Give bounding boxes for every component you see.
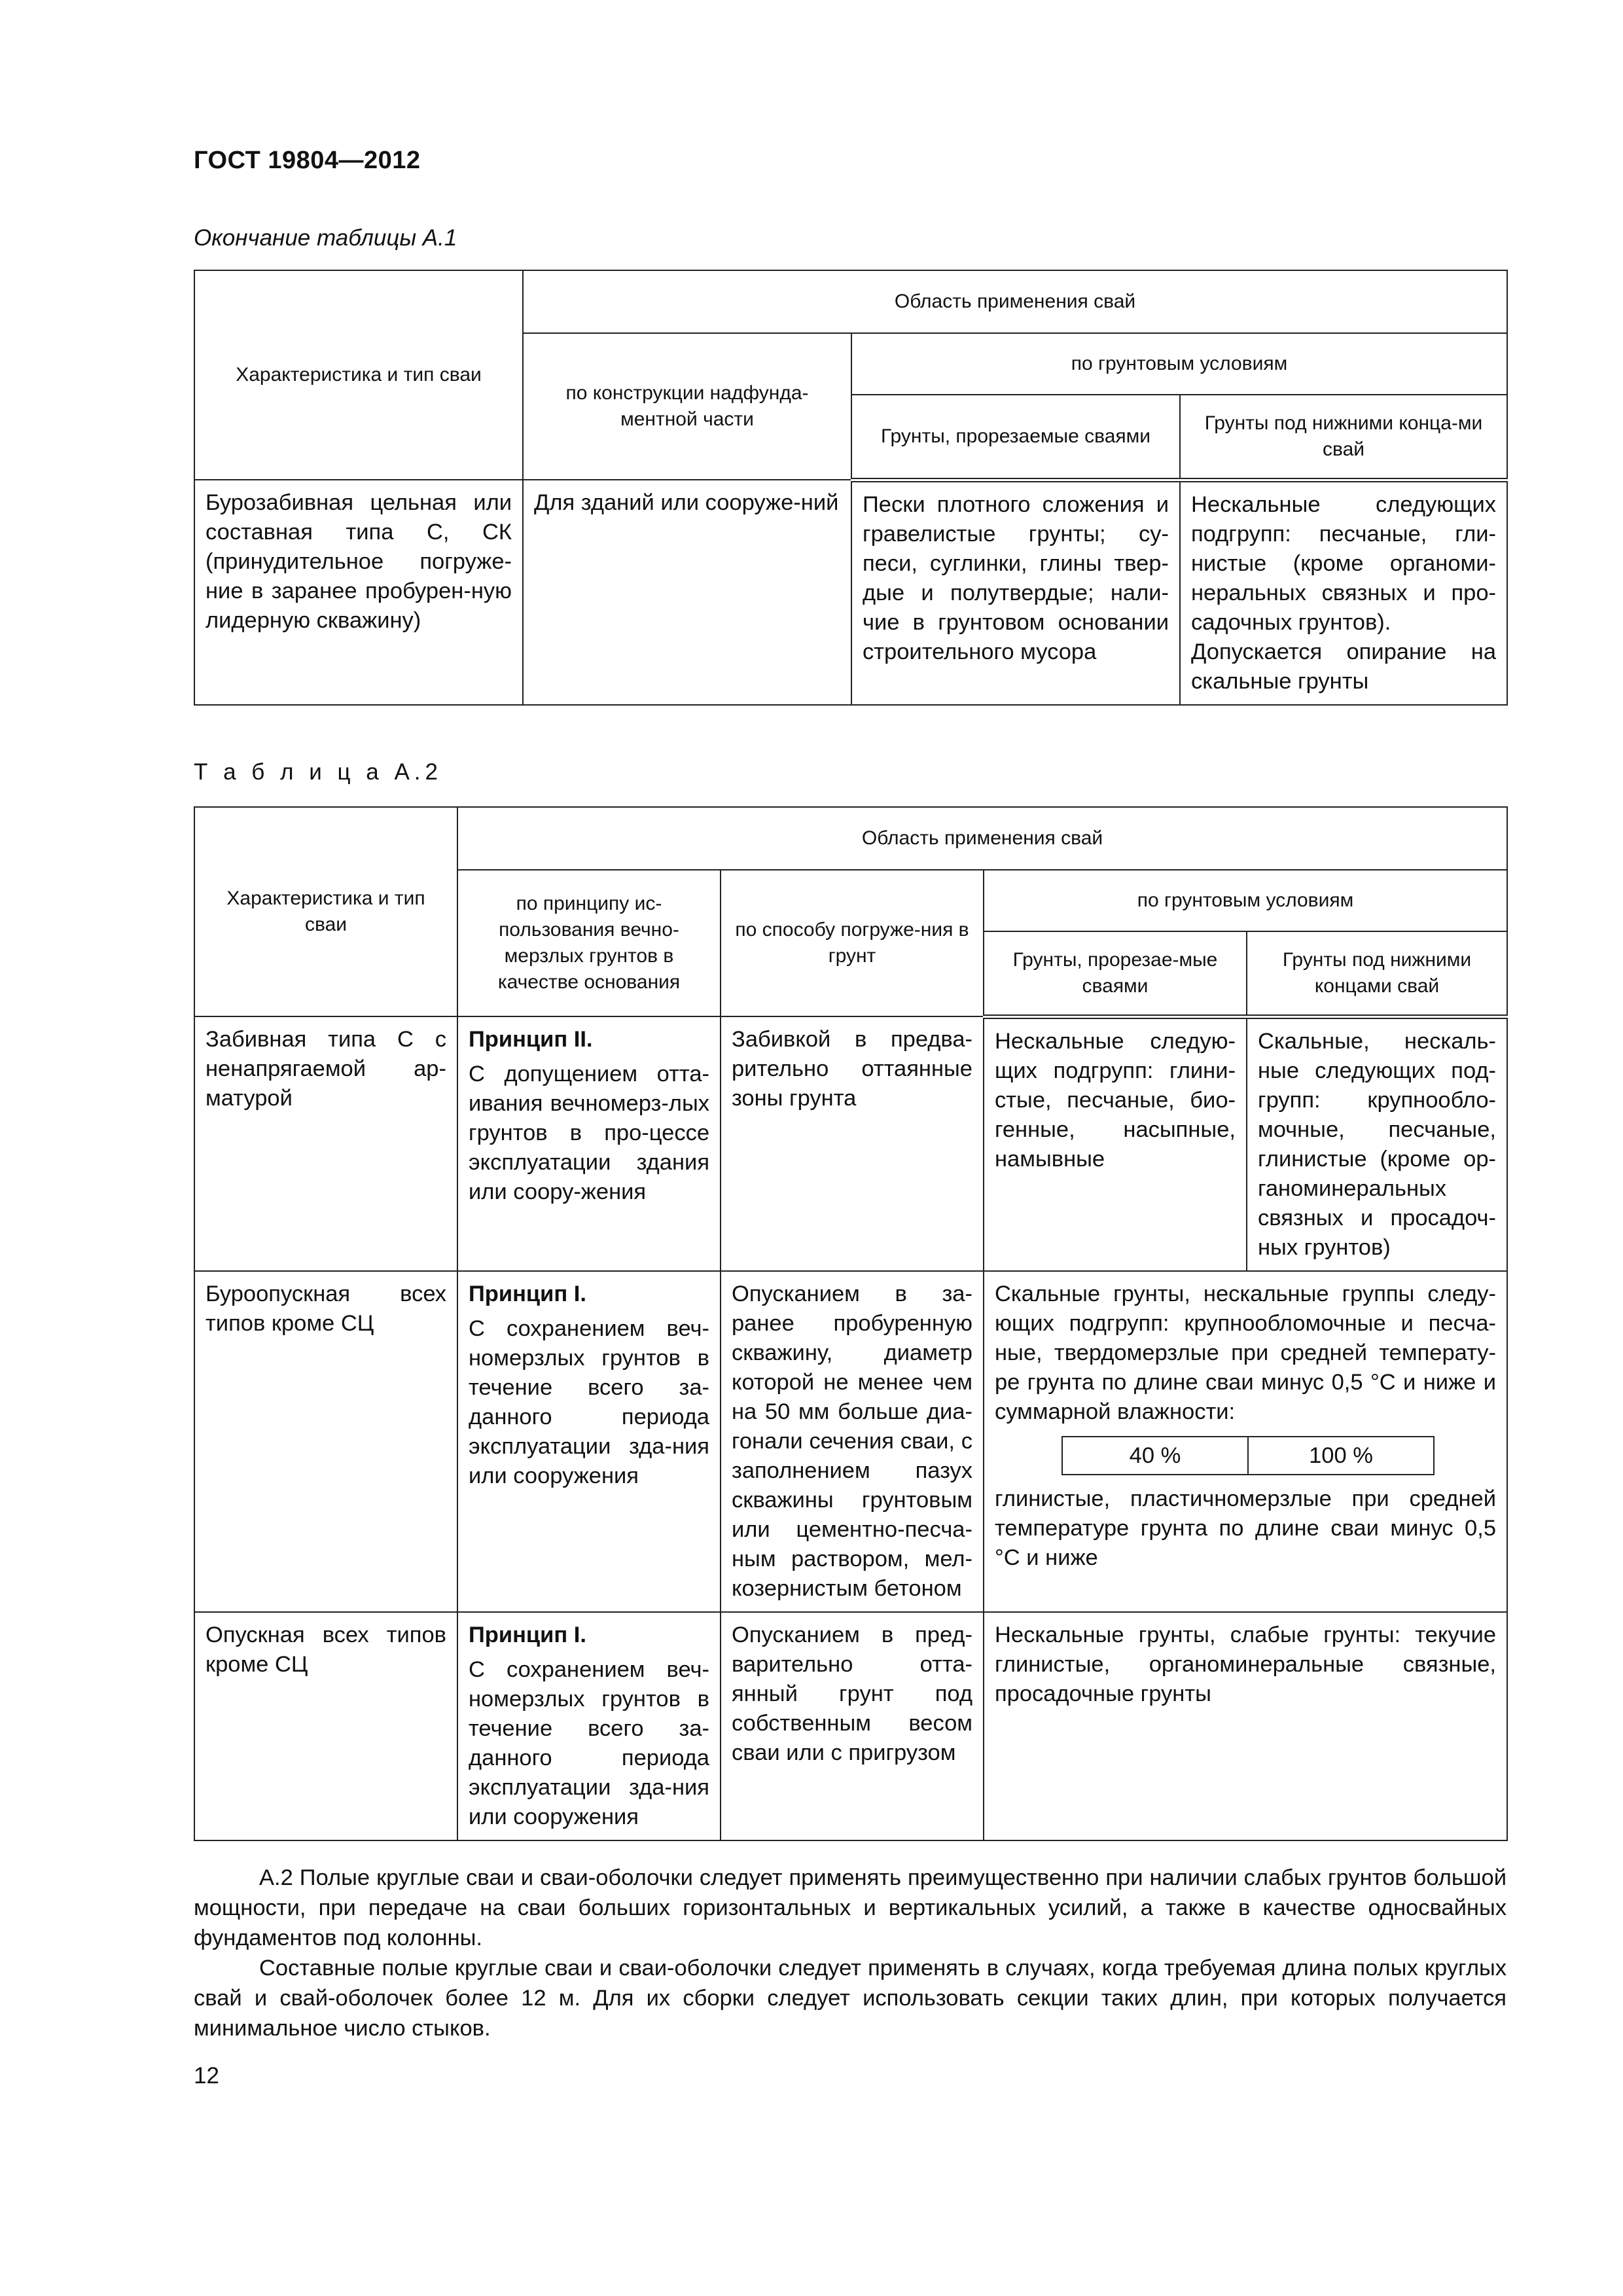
table2-caption: Т а б л и ц а А.2 [194,759,442,785]
t2-r2-principle-text: С сохранением веч-номерзлых грунтов в течение всего за-данного периода эксплуатации зда-ния или сооружения [469,1316,709,1488]
t2-head-characteristic: Характеристика и тип сваи [194,807,457,1016]
t1-head-soil-cut: Грунты, прорезаемые сваями [851,395,1180,480]
t2-r1-method: Забивкой в предва-рительно оттаянные зоны грунта [721,1016,984,1271]
moisture-value-2: 100 % [1248,1437,1434,1475]
paragraph-composite: Составные полые круглые сваи и сваи-оболочки следует применять в случаях, когда требуемая длина полых круглых свай и свай-оболочек более 12 м. Для их сборки следует использовать секции таких длин, при которых получается минимальное число стыков. [194,1956,1507,2041]
page-number: 12 [194,2063,219,2089]
t1-head-soil: по грунтовым условиям [851,333,1507,395]
t1-r1-soil-bottom-2: Допускается опирание на скальные грунты [1191,639,1497,694]
table1-caption: Окончание таблицы А.1 [194,225,457,251]
t2-head-area: Область применения свай [457,807,1507,870]
table-a2 [194,806,1508,1841]
t2-r3-principle-title: Принцип I. [469,1622,586,1647]
t2-r1-soil-bottom: Скальные, нескаль-ные следующих под-групп: крупнообло-мочные, песчаные, глинистые (кроме ор-ганоминеральных связных и просадоч-ных грунтов) [1247,1016,1507,1271]
t1-r1-soil-bottom-1: Нескальные следующих подгрупп: песчаные, гли-нистые (кроме органоми-неральных связных и про-садочных грунтов). [1191,492,1497,635]
t1-head-characteristic: Характеристика и тип сваи [194,270,523,480]
table-row [194,1612,1507,1840]
t1-r1-soil-bottom [1180,480,1507,705]
t2-r1-type: Забивная типа С с ненапрягаемой ар-матурой [194,1016,457,1271]
t2-r2-principle-title: Принцип I. [469,1281,586,1306]
t2-head-method: по способу погруже-ния в грунт [721,870,984,1016]
t1-head-soil-bottom: Грунты под нижними конца-ми свай [1180,395,1507,480]
t2-r3-principle [457,1612,721,1840]
paragraph-a2: А.2 Полые круглые сваи и сваи-оболочки следует применять преимущественно при наличии слабых грунтов большой мощности, при передаче на сваи больших горизонтальных и вертикальных усилий, а также в качестве односвайных фундаментов под колонны. [194,1865,1507,1950]
table-row [194,480,1507,705]
t2-r1-principle-title: Принцип II. [469,1027,593,1052]
t2-r3-principle-text: С сохранением веч-номерзлых грунтов в течение всего за-данного периода эксплуатации зда-ния или сооружения [469,1657,709,1829]
t1-r1-construction: Для зданий или сооруже-ний [523,480,851,705]
t2-r1-soil-cut: Нескальные следую-щих подгрупп: глини-стые, песчаные, био-генные, насыпные, намывные [984,1016,1247,1271]
t1-head-construction: по конструкции надфунда-ментной части [523,333,851,480]
table-row [194,1016,1507,1271]
t2-r3-soil: Нескальные грунты, слабые грунты: текучие глинистые, органоминеральные связные, просадочные грунты [984,1612,1507,1840]
body-text [194,1863,1507,2043]
t2-r2-soil-text-1: Скальные грунты, нескальные группы следу-ющих подгрупп: крупнообломочные и песча-ные, твердомерзлые при средней температу-ре грунта по длине сваи минус 0,5 °С и ниже и суммарной влажности: [995,1281,1497,1424]
t2-r2-type: Буроопускная всех типов кроме СЦ [194,1271,457,1612]
table-row [194,1271,1507,1612]
t2-head-soil-bottom: Грунты под нижними концами свай [1247,931,1507,1016]
table-a1-end [194,270,1508,706]
t2-head-soil: по грунтовым условиям [984,870,1507,931]
t1-head-area: Область применения свай [523,270,1507,333]
document-code: ГОСТ 19804—2012 [194,147,421,174]
t2-r2-soil [984,1271,1507,1612]
t2-r1-principle [457,1016,721,1271]
t2-r2-principle [457,1271,721,1612]
t2-r3-method: Опусканием в пред-варительно отта-янный грунт под собственным весом сваи или с пригрузом [721,1612,984,1840]
t2-r1-principle-text: С допущением отта-ивания вечномерз-лых грунтов в про-цессе эксплуатации здания или соору-жения [469,1062,709,1204]
t1-r1-soil-cut: Пески плотного сложения и гравелистые грунты; су-песи, суглинки, глины твер-дые и полутвердые; нали-чие в грунтовом основании строительного мусора [851,480,1180,705]
t2-head-soil-cut: Грунты, прорезае-мые сваями [984,931,1247,1016]
moisture-value-1: 40 % [1062,1437,1248,1475]
t2-r3-type: Опускная всех типов кроме СЦ [194,1612,457,1840]
t1-r1-type: Бурозабивная цельная или составная типа С, СК (принудительное погруже-ние в заранее пробурен-ную лидерную скважину) [194,480,523,705]
t2-head-principle: по принципу ис-пользования вечно-мерзлых грунтов в качестве основания [457,870,721,1016]
t2-r2-method: Опусканием в за-ранее пробуренную скважину, диаметр которой не менее чем на 50 мм больше диа-гонали сечения сваи, с заполнением пазух скважины грунтовым или цементно-песча-ным раствором, мел-козернистым бетоном [721,1271,984,1612]
moisture-table [1061,1436,1435,1475]
t2-r2-soil-text-2: глинистые, пластичномерзлые при средней температуре грунта по длине сваи минус 0,5 °С и ниже [995,1486,1497,1570]
